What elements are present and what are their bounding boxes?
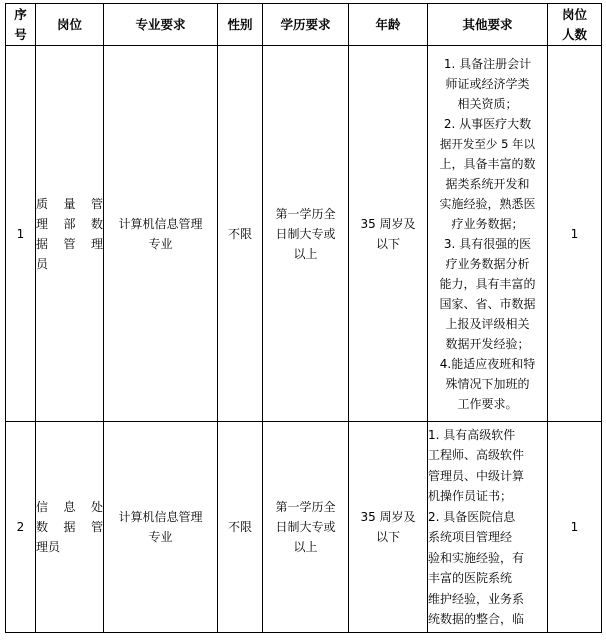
cell-other-requirements: 1. 具有高级软件 工程师、高级软件 管理员、中级计算 机操作员证书； 2. 具备医院信息 系统项目管理经 验和实施经验，有 丰富的医院系统 维护经验，业务系 统数据的整合，临 xyxy=(428,422,548,633)
table-row xyxy=(6,46,602,422)
cell-gender: 不限 xyxy=(218,46,263,422)
header-age: 年龄 xyxy=(349,4,428,46)
cell-position: 质 量 管 理 部 数 据 管 理 员 xyxy=(36,46,104,422)
cell-age: 35 周岁及 以下 xyxy=(349,422,428,633)
cell-count: 1 xyxy=(548,422,602,633)
cell-count: 1 xyxy=(548,46,602,422)
cell-position: 信 息 处 数 据 管 理员 xyxy=(36,422,104,633)
header-major: 专业要求 xyxy=(104,4,218,46)
cell-education: 第一学历全 日制大专或 以上 xyxy=(263,422,349,633)
table-row xyxy=(6,422,602,633)
cell-major: 计算机信息管理 专业 xyxy=(104,46,218,422)
cell-age: 35 周岁及 以下 xyxy=(349,46,428,422)
header-gender: 性别 xyxy=(218,4,263,46)
header-other: 其他要求 xyxy=(428,4,548,46)
header-row xyxy=(6,4,602,46)
cell-no: 2 xyxy=(6,422,36,633)
recruitment-table xyxy=(5,3,602,633)
cell-other-requirements: 1. 具备注册会计 师证或经济学类 相关资质； 2. 从事医疗大数 据开发至少 5 年以 上，具备丰富的数 据类系统开发和 实施经验，熟悉医 疗业务数据； 3. 具有很强的医 疗业务数据分析 能力，具有丰富的 国家、省、市数据 上报及评级相关 数据开发经验； 4.能适应夜班和特 殊情况下加班的 工作要求。 xyxy=(428,46,548,422)
cell-gender: 不限 xyxy=(218,422,263,633)
header-count: 岗位 人数 xyxy=(548,4,602,46)
cell-no: 1 xyxy=(6,46,36,422)
header-no: 序 号 xyxy=(6,4,36,46)
header-education: 学历要求 xyxy=(263,4,349,46)
header-position: 岗位 xyxy=(36,4,104,46)
cell-major: 计算机信息管理 专业 xyxy=(104,422,218,633)
cell-education: 第一学历全 日制大专或 以上 xyxy=(263,46,349,422)
